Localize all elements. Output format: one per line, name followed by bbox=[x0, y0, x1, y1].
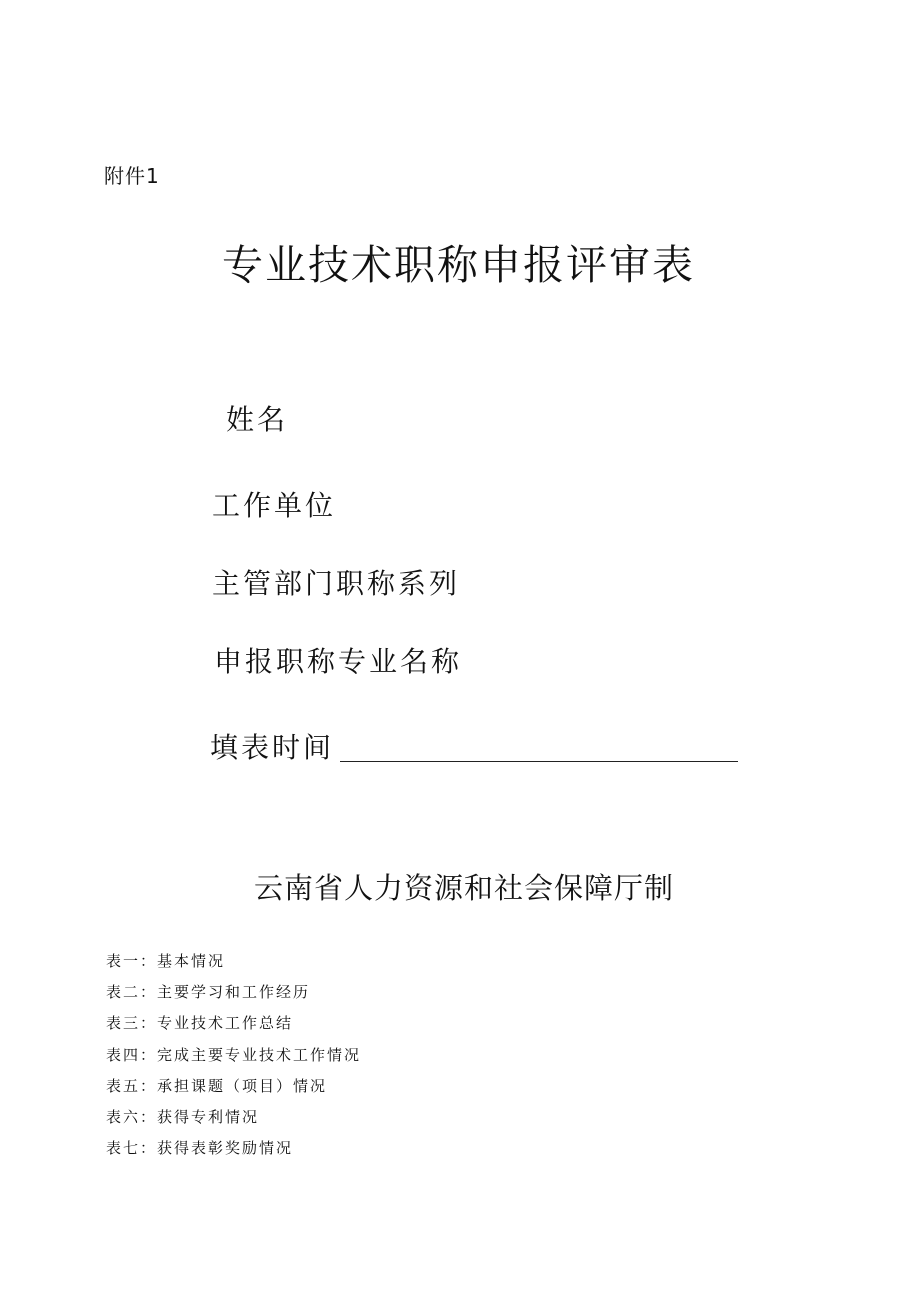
attachment-label: 附件1 bbox=[104, 164, 160, 188]
toc-item: 表二：主要学习和工作经历 bbox=[106, 983, 311, 1002]
toc-item: 表五：承担课题（项目）情况 bbox=[106, 1076, 328, 1095]
issuer-line: 云南省人力资源和社会保障厅制 bbox=[254, 871, 675, 905]
fill-date-blank-line bbox=[340, 761, 738, 762]
document-title: 专业技术职称申报评审表 bbox=[222, 241, 695, 289]
title-specialty-field-label: 申报职称专业名称 bbox=[214, 645, 463, 678]
title-series-field-label: 主管部门职称系列 bbox=[212, 567, 461, 600]
fill-date-field-label: 填表时间 bbox=[210, 731, 335, 764]
name-field-label: 姓名 bbox=[226, 403, 289, 436]
toc-item: 表四：完成主要专业技术工作情况 bbox=[106, 1045, 362, 1064]
toc-item: 表六：获得专利情况 bbox=[106, 1107, 260, 1126]
toc-item: 表三：专业技术工作总结 bbox=[106, 1014, 294, 1033]
work-unit-field-label: 工作单位 bbox=[212, 489, 337, 522]
table-of-contents bbox=[106, 950, 361, 1168]
toc-item: 表七：获得表彰奖励情况 bbox=[106, 1139, 294, 1158]
toc-item: 表一：基本情况 bbox=[106, 952, 226, 970]
